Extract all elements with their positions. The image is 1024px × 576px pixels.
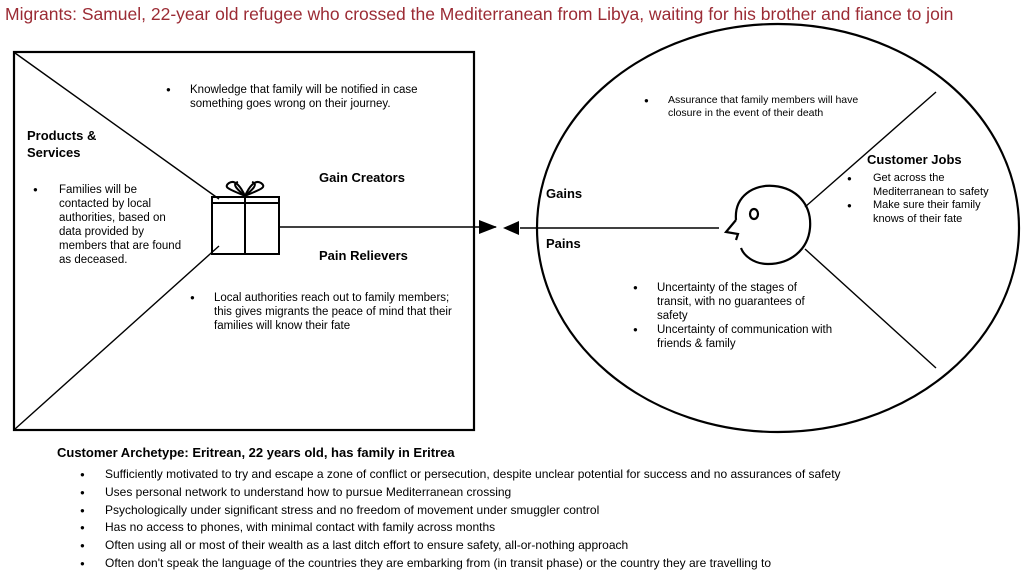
list-item: ● Uncertainty of communication with friends & family [633,323,833,351]
archetype-list [80,466,841,573]
pains-label: Pains [546,236,581,251]
list-item: ● Often don't speak the language of the countries they are embarking from (in transit phase) or the country they are travelling to [80,555,841,573]
list-item: ● Local authorities reach out to family members; this gives migrants the peace of mind that their families will know their fate [190,291,455,333]
list-item: ● Sufficiently motivated to try and escape a zone of conflict or persecution, despite unclear potential for success and no assurances of safety [80,466,841,484]
list-item: ● Make sure their family knows of their fate [847,199,1007,226]
pain-relievers-label: Pain Relievers [319,248,408,263]
gift-icon [212,182,279,254]
customer-jobs-label: Customer Jobs [867,152,962,167]
list-item: ● Uncertainty of the stages of transit, with no guarantees of safety [633,281,833,323]
gain-creators-list [166,83,426,111]
products-services-label: Products & Services [27,128,97,160]
page-title: Migrants: Samuel, 22-year old refugee who crossed the Mediterranean from Libya, waiting for his brother and fiance to join [5,4,954,24]
gain-creators-label: Gain Creators [319,170,405,185]
list-item: ● Uses personal network to understand how to pursue Mediterranean crossing [80,484,841,502]
pains-list [633,281,833,351]
list-item: ● Assurance that family members will have closure in the event of their death [644,94,864,120]
list-item: ● Has no access to phones, with minimal contact with family across months [80,519,841,537]
pain-relievers-list [190,291,455,333]
products-services-list [33,183,185,267]
list-item: ● Get across the Mediterranean to safety [847,172,1007,199]
customer-face-icon [726,186,810,264]
value-map-arrowhead [479,220,497,234]
gains-label: Gains [546,186,583,201]
list-item: ● Families will be contacted by local authorities, based on data provided by members that are found as deceased. [33,183,185,267]
archetype-title: Customer Archetype: Eritrean, 22 years old, has family in Eritrea [57,445,455,460]
gains-list [644,94,864,120]
list-item: ● Often using all or most of their wealth as a last ditch effort to ensure safety, all-or-nothing approach [80,537,841,555]
list-item: ● Psychologically under significant stress and no freedom of movement under smuggler control [80,502,841,520]
customer-profile-arrowhead [503,221,519,235]
divider-line-top [15,53,219,199]
customer-jobs-list [847,172,1007,226]
divider-line-bottom [15,246,219,429]
list-item: ● Knowledge that family will be notified in case something goes wrong on their journey. [166,83,426,111]
